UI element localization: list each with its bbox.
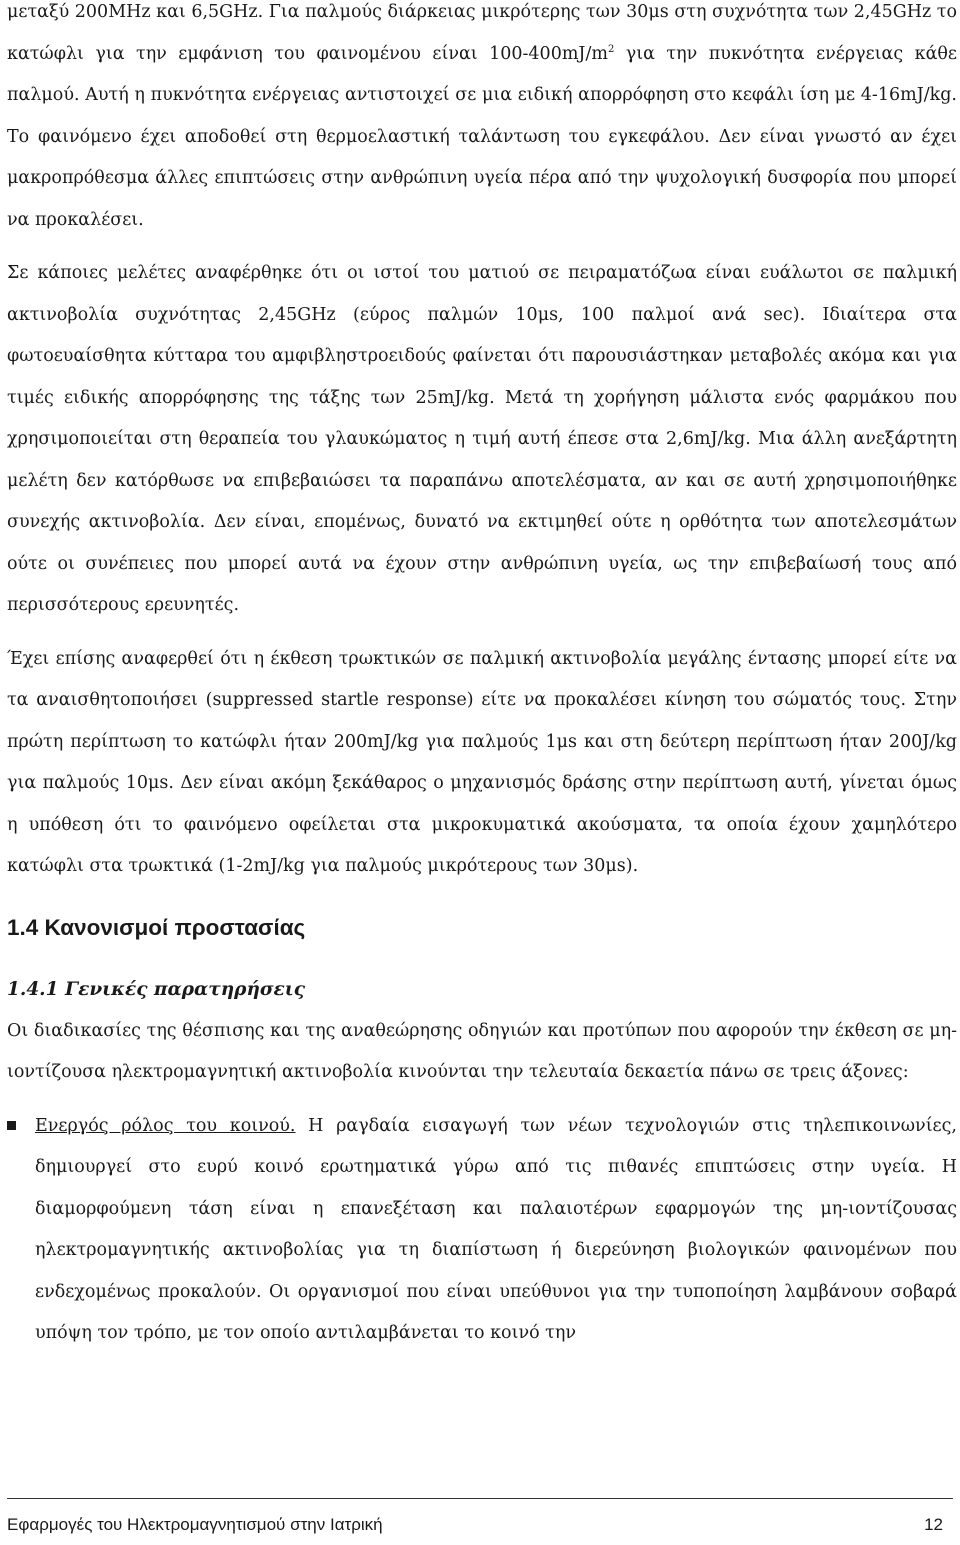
page-number: 12	[924, 1515, 943, 1534]
list-item-text	[35, 1106, 957, 1355]
paragraph-intro	[7, 0, 957, 241]
footer-title: Εφαρμογές του Ηλεκτρομαγνητισμού στην Ιατρική	[7, 1515, 383, 1534]
paragraph-intro-text: μεταξύ 200MHz και 6,5GHz. Για παλμούς διάρκειας μικρότερης των 30μs στη συχνότητα των 2,45GHz το κατώφλι για την εμφάνιση του φαινομένου είναι 100-400mJ/m	[7, 2, 957, 64]
paragraph-eye-tissue: Σε κάποιες μελέτες αναφέρθηκε ότι οι ιστοί του ματιού σε πειραματόζωα είναι ευάλωτοι σε παλμική ακτινοβολία συχνότητας 2,45GHz (εύρος παλμών 10μs, 100 παλμοί ανά sec). Ιδιαίτερα στα φωτοευαίσθητα κύτταρα του αμφιβληστροειδούς φαίνεται ότι παρουσιάστηκαν μεταβολές ακόμα και για τιμές ειδικής απορρόφησης της τάξης των 25mJ/kg. Μετά τη χορήγηση μάλιστα ενός φαρμάκου που χρησιμοποιείται στη θεραπεία του γλαυκώματος η τιμή αυτή έπεσε στα 2,6mJ/kg. Μια άλλη ανεξάρτητη μελέτη δεν κατόρθωσε να επιβεβαιώσει τα παραπάνω αποτελέσματα, αν και σε αυτή χρησιμοποιήθηκε συνεχής ακτινοβολία. Δεν είναι, επομένως, δυνατό να εκτιμηθεί ούτε η ορθότητα των αποτελεσμάτων ούτε οι συνέπειες που μπορεί αυτά να έχουν στην ανθρώπινη υγεία, ως την επιβεβαίωσή τους από περισσότερους ερευνητές.	[7, 263, 957, 615]
page-footer	[7, 1498, 953, 1535]
paragraph-axes: Οι διαδικασίες της θέσπισης και της αναθεώρησης οδηγιών και προτύπων που αφορούν την έκθεση σε μη-ιοντίζουσα ηλεκτρομαγνητική ακτινοβολία κινούνται την τελευταία δεκαετία πάνω σε τρεις άξονες:	[7, 1020, 957, 1082]
subsection-heading: 1.4.1 Γενικές παρατηρήσεις	[7, 978, 305, 1000]
list-item-body: Η ραγδαία εισαγωγή των νέων τεχνολογιών στις τηλεπικοινωνίες, δημιουργεί στο ευρύ κοινό ερωτηματικά γύρω από τις πιθανές επιπτώσεις στην υγεία. Η διαμορφούμενη τάση είναι η επανεξέταση και παλαιοτέρων εφαρμογών της μη-ιοντίζουσας ηλεκτρομαγνητικής ακτινοβολίας για τη διαπίστωση ή διερεύνηση βιολογικών φαινομένων που ενδεχομένως προκαλούν. Οι οργανισμοί που είναι υπεύθυνοι για την τυποποίηση λαμβάνουν σοβαρά υπόψη τον τρόπο, με τον οποίο αντιλαμβάνεται το κοινό την	[35, 1115, 957, 1343]
bullet-list	[7, 1106, 957, 1355]
paragraph-rodents: Έχει επίσης αναφερθεί ότι η έκθεση τρωκτικών σε παλμική ακτινοβολία μεγάλης έντασης μπορεί είτε να τα αναισθητοποιήσει (suppressed startle response) είτε να προκαλέσει κίνηση του σώματός τους. Στην πρώτη περίπτωση το κατώφλι ήταν 200mJ/kg για παλμούς 1μs και στη δεύτερη περίπτωση ήταν 200J/kg για παλμούς 10μs. Δεν είναι ακόμη ξεκάθαρος ο μηχανισμός δράσης στην περίπτωση αυτή, γίνεται όμως η υπόθεση ότι το φαινόμενο οφείλεται στα μικροκυματικά ακούσματα, τα οποία έχουν χαμηλότερο κατώφλι στα τρωκτικά (1-2mJ/kg για παλμούς μικρότερους των 30μs).	[7, 648, 957, 876]
superscript: 2	[607, 43, 615, 55]
section-heading: 1.4 Κανονισμοί προστασίας	[7, 914, 306, 940]
document-page	[7, 0, 957, 1355]
list-item-heading: Ενεργός ρόλος του κοινού.	[35, 1115, 296, 1136]
list-item	[7, 1106, 957, 1355]
paragraph-intro-text-rest: για την πυκνότητα ενέργειας κάθε παλμού. Αυτή η πυκνότητα ενέργειας αντιστοιχεί σε μια ειδική απορρόφηση στο κεφάλι ίση με 4-16mJ/kg. Το φαινόμενο έχει αποδοθεί στη θερμοελαστική ταλάντωση του εγκεφάλου. Δεν είναι γνωστό αν έχει μακροπρόθεσμα άλλες επιπτώσεις στην ανθρώπινη υγεία πέρα από την ψυχολογική δυσφορία που μπορεί να προκαλέσει.	[7, 43, 957, 230]
square-bullet-icon	[7, 1121, 16, 1130]
